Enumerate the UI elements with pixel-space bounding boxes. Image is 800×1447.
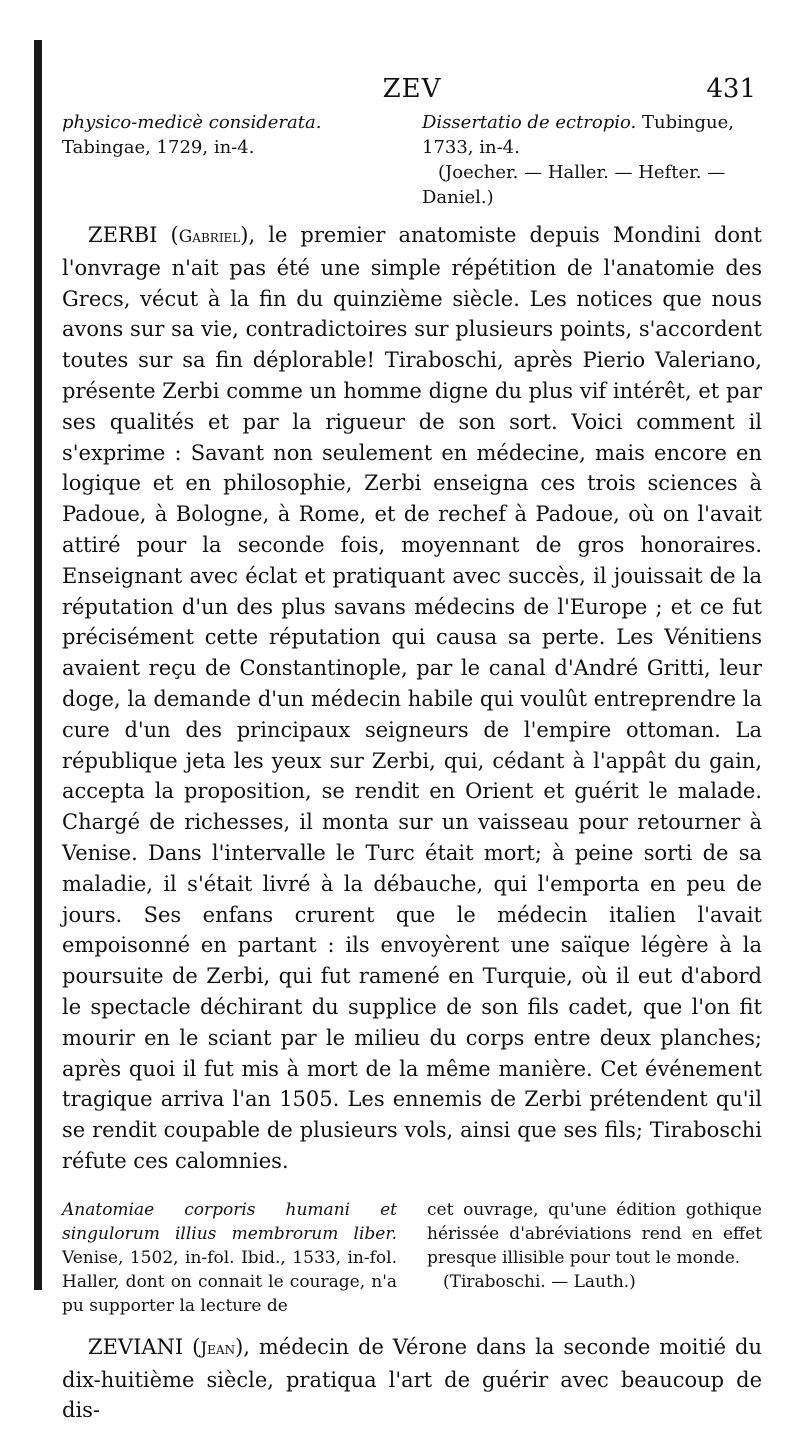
page-header: [62, 74, 762, 110]
entry-zerbi: ZERBI (Gabriel), le premier anatomiste depuis Mondini dont l'onvrage n'ait pas été une simple répétition de l'anatomie des Grecs, vécut à la fin du quinzième siècle. Les notices que nous avons sur sa vie, contradictoires sur plusieurs points, s'accordent toutes sur sa fin déplorable! Tiraboschi, après Pierio Valeriano, présente Zerbi comme un homme digne du plus vif intérêt, et par ses qualités et par la rigueur de son sort. Voici comment il s'exprime : Savant non seulement en médecine, mais encore en logique et en philosophie, Zerbi enseigna ces trois sciences à Padoue, à Bologne, à Rome, et de rechef à Padoue, où on l'avait attiré pour la seconde fois, moyennant de gros honoraires. Enseignant avec éclat et pratiquant avec succès, il jouissait de la réputation d'un des plus savans médecins de l'Europe ; et ce fut précisément cette réputation qui causa sa perte. Les Vénitiens avaient reçu de Constantinople, par le canal d'André Gritti, leur doge, la demande d'un médecin habile qui voulût entreprendre la cure d'un des principaux seigneurs de l'empire ottoman. La république jeta les yeux sur Zerbi, qui, cédant à l'appât du gain, accepta la proposition, se rendit en Orient et guérit le malade. Chargé de richesses, il monta sur un vaisseau pour retourner à Venise. Dans l'intervalle le Turc était mort; à peine sorti de sa maladie, il s'était livré à la débauche, qui l'emporta en peu de jours. Ses enfans crurent que le médecin italien l'avait empoisonné en partant : ils envoyèrent une saïque légère à la poursuite de Zerbi, qui fut ramené en Turquie, où il eut d'abord le spectacle déchirant du supplice de son fils cadet, que l'on fit mourir en le sciant par le milieu du corps entre deux planches; après quoi il fut mis à mort de la même manière. Cet événement tragique arriva l'an 1505. Les ennemis de Zerbi prétendent qu'il se rendit coupable de plusieurs vols, ainsi que ses fils; Tiraboschi réfute ces calomnies.: [62, 223, 762, 1173]
top-left-title: physico-medicè considerata.: [62, 112, 322, 133]
top-continuation: [62, 110, 762, 210]
entry-zeviani-text: , médecin de Vérone dans la seconde moitié du dix-huitième siècle, pratiqua l'art de guérir avec beaucoup de dis-: [62, 1334, 762, 1423]
entry-zerbi-name: ZERBI: [88, 223, 158, 247]
bib-left-column: [62, 1198, 397, 1318]
top-right-column: [414, 110, 762, 210]
bib-right-refs: (Tiraboschi. — Lauth.): [443, 1271, 636, 1292]
entry-zeviani: ZEVIANI (Jean), médecin de Vérone dans la seconde moitié du dix-huitième siècle, pratiqua l'art de guérir avec beaucoup de dis-: [62, 1334, 762, 1423]
top-right-title: Dissertatio de ectropio.: [422, 112, 637, 133]
bib-right-text: cet ouvrage, qu'une édition gothique hérissée d'abréviations rend en effet presque illisible pour tout le monde.: [427, 1199, 762, 1268]
top-right-refs: (Joecher. — Haller. — Hefter. — Daniel.): [422, 162, 726, 208]
page: [62, 74, 762, 1447]
running-title: ZEV: [382, 74, 442, 104]
top-right-rest: Tubingue, 1733, in-4.: [422, 112, 734, 158]
page-number: 431: [706, 74, 756, 104]
bib-title: Anatomiae corporis humani et singulorum illius membrorum liber.: [62, 1199, 397, 1244]
entry-zeviani-name: ZEVIANI: [88, 1334, 184, 1359]
bib-left-rest: Venise, 1502, in-fol. Ibid., 1533, in-fol. Haller, dont on connait le courage, n'a pu supporter la lecture de: [62, 1247, 397, 1316]
book-spine-shadow: [34, 40, 42, 1290]
entry-zerbi-given: Gabriel: [178, 227, 241, 247]
entry-zeviani-given: Jean: [200, 1338, 236, 1359]
entry-zerbi-text: , le premier anatomiste depuis Mondini dont l'onvrage n'ait pas été une simple répétition de l'anatomie des Grecs, vécut à la fin du quinzième siècle. Les notices que nous avons sur sa vie, contradictoires sur plusieurs points, s'accordent toutes sur sa fin déplorable! Tiraboschi, après Pierio Valeriano, présente Zerbi comme un homme digne du plus vif intérêt, et par ses qualités et par la rigueur de son sort. Voici comment il s'exprime : Savant non seulement en médecine, mais encore en logique et en philosophie, Zerbi enseigna ces trois sciences à Padoue, à Bologne, à Rome, et de rechef à Padoue, où on l'avait attiré pour la seconde fois, moyennant de gros honoraires. Enseignant avec éclat et pratiquant avec succès, il jouissait de la réputation d'un des plus savans médecins de l'Europe ; et ce fut précisément cette réputation qui causa sa perte. Les Vénitiens avaient reçu de Constantinople, par le canal d'André Gritti, leur doge, la demande d'un médecin habile qui voulût entreprendre la cure d'un des principaux seigneurs de l'empire ottoman. La république jeta les yeux sur Zerbi, qui, cédant à l'appât du gain, accepta la proposition, se rendit en Orient et guérit le malade. Chargé de richesses, il monta sur un vaisseau pour retourner à Venise. Dans l'intervalle le Turc était mort; à peine sorti de sa maladie, il s'était livré à la débauche, qui l'emporta en peu de jours. Ses enfans crurent que le médecin italien l'avait empoisonné en partant : ils envoyèrent une saïque légère à la poursuite de Zerbi, qui fut ramené en Turquie, où il eut d'abord le spectacle déchirant du supplice de son fils cadet, que l'on fit mourir en le sciant par le milieu du corps entre deux planches; après quoi il fut mis à mort de la même manière. Cet événement tragique arriva l'an 1505. Les ennemis de Zerbi prétendent qu'il se rendit coupable de plusieurs vols, ainsi que ses fils; Tiraboschi réfute ces calomnies.: [62, 223, 762, 1173]
bib-right-column: [417, 1198, 762, 1318]
top-left-column: [62, 110, 402, 210]
zerbi-bibliography: [62, 1198, 762, 1318]
top-left-rest: Tabingae, 1729, in-4.: [62, 137, 255, 158]
